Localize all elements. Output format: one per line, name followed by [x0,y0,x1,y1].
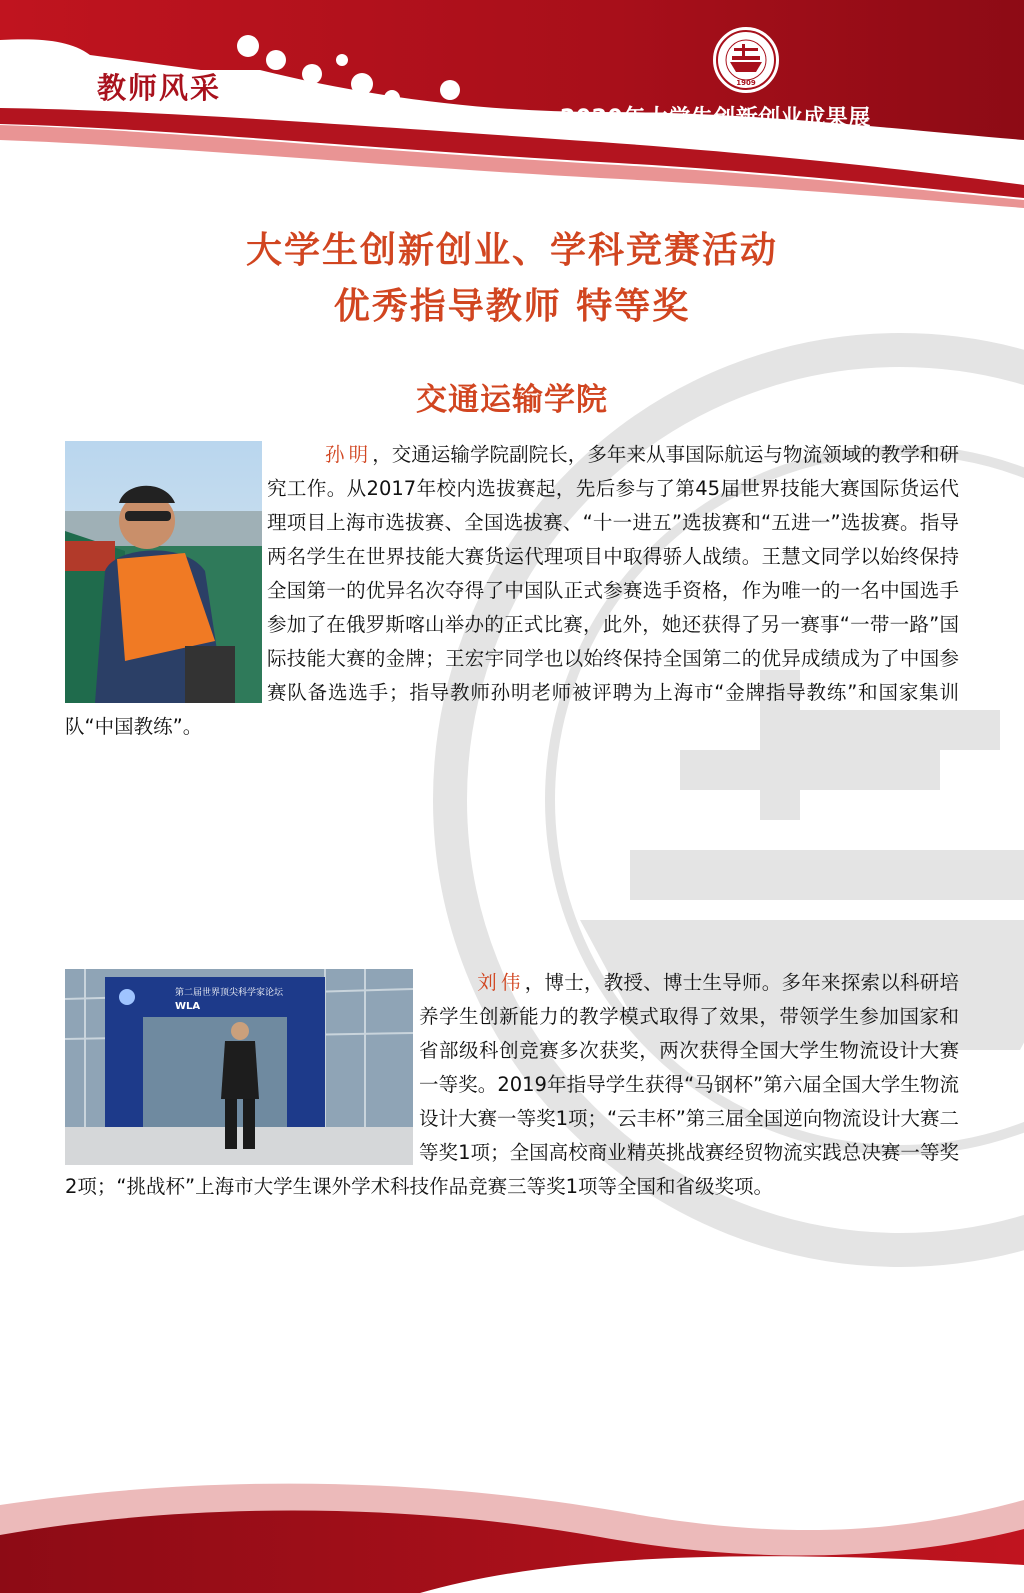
logo-year: 1909 [736,79,756,87]
teacher-bio-text-1: ，交通运输学院副院长，多年来从事国际航运与物流领域的教学和研究工作。从2017年校内选拔赛起，先后参与了第45届世界技能大赛国际货运代理项目上海市选拔赛、全国选拔赛、“十一进五”选拔赛和“五进一”选拔赛。指导两名学生在世界技能大赛货运代理项目中取得骄人战绩。王慧文同学以始终保持全国第一的优异名次夺得了中国队正式参赛选手资格，作为唯一的一名中国选手参加了在俄罗斯喀山举办的正式比赛，此外，她还获得了另一赛事“一带一路”国际技能大赛的金牌；王宏宇同学也以始终保持全国第二的优异成绩成为了中国参赛队备选选手；指导教师孙明老师被评聘为上海市“金牌指导教练”和国家集训队“中国教练”。 [65,443,959,738]
teacher-bio-2 [65,966,959,1204]
college-name: 交通运输学院 [416,382,608,418]
expo-title: 2020年大学生创新创业成果展 [560,106,871,131]
teacher-bio-text-2: ，博士，教授、博士生导师。多年来探索以科研培养学生创新能力的教学模式取得了效果，带领学生参加国家和省部级科创竞赛多次获奖，两次获得全国大学生物流设计大赛一等奖。2019年指导学生获得“马钢杯”第六届全国大学生物流设计大赛一等奖1项；“云丰杯”第三届全国逆向物流设计大赛二等奖1项；全国高校商业精英挑战赛经贸物流实践总决赛一等奖2项；“挑战杯”上海市大学生课外学术科技作品竞赛三等奖1项等全国和省级奖项。 [65,971,959,1198]
teacher-name-2: 刘伟 [477,971,525,994]
teacher-bio-1 [65,438,959,744]
award-title-line-2: 优秀指导教师 特等奖 [333,285,691,327]
photo-banner-line-2: WLA [175,1001,201,1012]
section-tag: 教师风采 [97,71,222,105]
award-title-line-1: 大学生创新创业、学科竞赛活动 [245,229,778,271]
teacher-photo-sun-ming [65,441,262,703]
footer-wave [0,1445,1024,1593]
teacher-name-1: 孙明 [325,443,373,466]
photo-banner-line-1: 第二届世界顶尖科学家论坛 [175,988,284,998]
teacher-photo-liu-wei [65,969,413,1165]
